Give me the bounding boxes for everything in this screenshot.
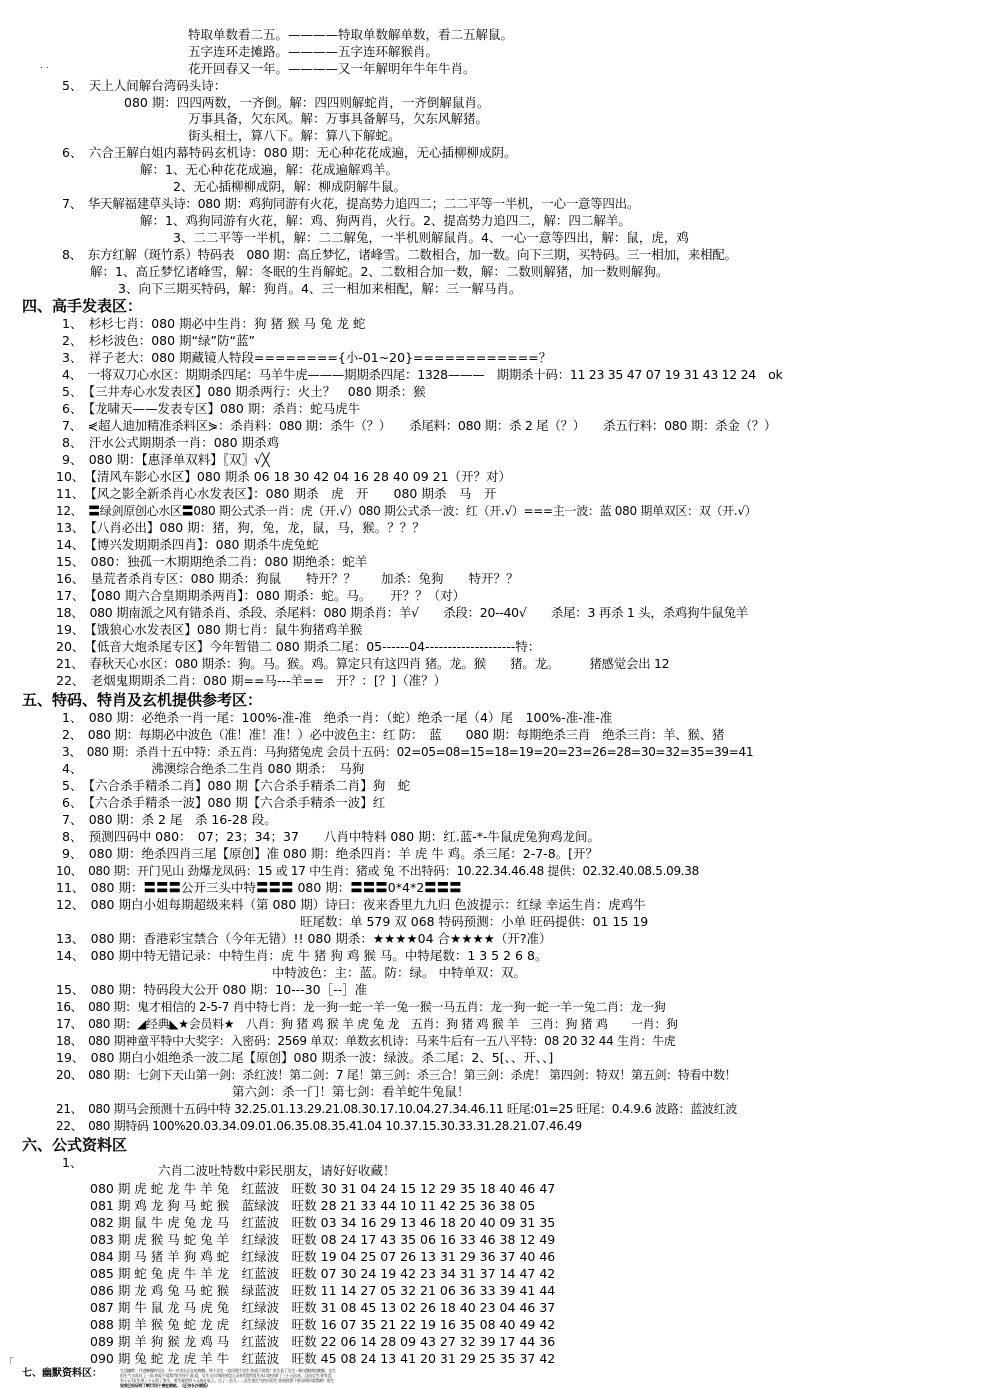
top-item: 街头相士，算八下。解：算八下解蛇。 — [188, 128, 401, 143]
formula-row: 081 期 鸡 龙 狗 马 蛇 猴 蓝绿波 旺数 28 21 33 44 10 11 42 25 36 38 05 — [90, 1198, 536, 1213]
formula-row: 087 期 牛 鼠 龙 马 虎 兔 红绿波 旺数 31 08 45 13 02 26 18 40 23 04 46 37 — [90, 1300, 556, 1315]
formula-row: 086 期 龙 鸡 兔 马 蛇 猴 绿蓝波 旺数 11 14 27 05 32 21 06 36 33 39 41 44 — [90, 1283, 556, 1298]
list-item: 4、 沸澳综合绝杀二生肖 080 期杀： 马狗 — [62, 761, 365, 776]
scan-dots: . . — [40, 61, 49, 71]
top-item: 2、无心插柳柳成阴，解：柳成阴解牛鼠。 — [173, 179, 406, 194]
list-item: 16、 垦荒者杀肖专区：080 期杀：狗鼠 特开？？ 加杀：兔狗 特开？？ — [56, 571, 519, 586]
list-item: 1、 080 期：必绝杀一肖一尾：100%-准-准 绝杀一肖：（蛇）绝杀一尾（4）尾 100%-准-准-准 — [62, 710, 613, 725]
list-item: 6、 【六合杀手精杀一波】080 期【六合杀手精杀一波】红 — [62, 795, 386, 810]
formula-intro: 六肖二波吐特数中彩民朋友，请好好收藏！ — [158, 1163, 396, 1178]
list-item: 12、 080 期白小姐每期超级来料（第 080 期）诗曰：夜来香里九九归 色波提示：红绿 幸运生肖：虎鸡牛 — [56, 897, 646, 912]
list-item: 19、 【饿狼心水发表区】080 期七肖：鼠牛狗猪鸡羊猴 — [56, 622, 363, 637]
formula-row: 085 期 蛇 兔 虎 牛 羊 龙 红蓝波 旺数 07 30 24 19 42 23 34 31 37 14 47 42 — [90, 1266, 556, 1281]
list-item: 14、 080 期中特无错记录：中特生肖：虎 牛 猪 狗 鸡 猴 马。中特尾数：1 3 5 2 6 8。 — [56, 948, 548, 963]
section-heading: 四、高手发表区： — [22, 297, 143, 315]
formula-row: 082 期 鼠 牛 虎 兔 龙 马 红蓝波 旺数 03 34 16 29 13 46 18 20 40 09 31 35 — [90, 1215, 556, 1230]
list-item: 7、 080 期：杀 2 尾 杀 16-28 段。 — [62, 812, 277, 827]
humor-line: 很生气又再问了一次:你爱不爱我?男生终于说:爱。女生又问:那你要怎么证明?忽然男生从口袋里拿了三十元出来，且问女生:你有没 — [120, 1373, 332, 1378]
list-item: 14、 【博兴发期期杀四肖】：080 期杀牛虎兔蛇 — [56, 537, 319, 552]
list-item: 18、 080 期南派之风有错杀肖、杀段、杀尾料：080 期杀肖：羊√ 杀段：20--40√ 杀尾：3 再杀 1 头，杀鸡狗牛鼠兔羊 — [56, 605, 749, 620]
list-item: 17、 080 期：◢经典◣★会员料★ 八肖：狗 猪 鸡 猴 羊 虎 兔 龙 五肖：狗 猪 鸡 猴 羊 三肖：狗 猪 鸡 一肖：狗 — [56, 1017, 678, 1031]
top-item: 080 期：四四两数，一齐倒。解：四四则解蛇肖，一齐倒解鼠肖。 — [124, 95, 490, 110]
left-mark: 「 — [4, 1358, 14, 1369]
list-item: 13、 【八肖必出】080 期：猪，狗，兔，龙，鼠，马，猴。？？？ — [56, 520, 425, 535]
list-item: 2、 080 期：每期必中波色（准！准！准！）必中波色主：红 防： 蓝 080 期：每期绝杀三肖 绝杀三肖：羊、猴、猪 — [62, 727, 725, 742]
top-item: 5、 天上人间解台湾码头诗： — [62, 78, 227, 93]
top-line: 特取单数看二五。————特取单数解单数，看二五解鼠。 — [188, 27, 514, 42]
list-item: 11、 080 期：〓〓〓公开三头中特〓〓〓 080 期：〓〓〓0*4*2〓〓〓 — [56, 880, 462, 895]
list-item: 第六剑：杀一门！第七剑：看羊蛇牛兔鼠！ — [232, 1084, 470, 1099]
list-item: 16、 080 期：鬼才相信的 2-5-7 肖中特七肖：龙一狗一蛇一羊一兔一猴一马五肖：龙一狗一蛇一羊一兔二肖：龙一狗 — [56, 1000, 666, 1014]
humor-line: 生活幽默：共进晚餐的男女 有一对男女正在吃晚餐。那个女生一直问那个男生:你爱不爱我？男生看了女生一眼又继续吃晚餐。女生 — [120, 1368, 336, 1373]
formula-index: 1、 — [62, 1155, 83, 1170]
formula-row: 088 期 羊 猴 兔 蛇 龙 虎 红绿波 旺数 16 07 35 21 22 19 16 35 08 40 49 42 — [90, 1317, 556, 1332]
list-item: 6、 【龙啸天——发表专区】080 期：杀肖：蛇马虎牛 — [62, 401, 361, 416]
list-item: 11、 【风之影全新杀肖心水发表区】：080 期杀 虎 开 080 期杀 马 开 — [56, 486, 497, 501]
list-item: 8、 汗水公式期期杀一肖：080 期杀鸡 — [62, 435, 280, 450]
top-line: 五字连环走摊路。————五字连环解猴肖。 — [188, 44, 439, 59]
list-item: 21、 春秋天心水区：080 期杀：狗。马。猴。鸡。算定只有这四肖 猪。龙。猴 猪。龙。 猪感觉会出 12 — [56, 656, 670, 671]
list-item: 9、 080 期：绝杀四肖三尾【原创】准 080 期：绝杀四肖：羊 虎 牛 鸡。杀三尾：2-7-8。[开？ — [62, 846, 599, 861]
formula-row: 083 期 虎 猴 马 蛇 兔 羊 红绿波 旺数 08 24 17 43 35 06 16 33 46 38 12 49 — [90, 1232, 556, 1247]
list-item: 5、 【三井寿心水发表区】080 期杀两行：火土？ 080 期杀：猴 — [62, 384, 426, 399]
top-item: 解：1、无心种花花成遍，解：花成遍解鸡羊。 — [140, 162, 398, 177]
list-item: 19、 080 期白小姐绝杀一波二尾【原创】080 期杀一波：绿波。杀二尾：2、5[、、开、、] — [56, 1050, 554, 1065]
formula-row: 080 期 虎 蛇 龙 牛 羊 兔 红蓝波 旺数 30 31 04 24 15 12 29 35 18 40 46 47 — [90, 1181, 556, 1196]
list-item: 13、 080 期：香港彩宝禁合（今年无错）!! 080 期杀：★★★★04 合★★★★（开?准） — [56, 931, 552, 946]
top-line: 花开回春又一年。————又一年解明年牛年牛肖。 — [188, 61, 476, 76]
list-item: 22、 老烟鬼期期杀二肖：080 期==马---羊== 开？：[？]（准？） — [56, 673, 447, 688]
list-item: 10、 【清风车影心水区】080 期杀 06 18 30 42 04 16 28 40 09 21（开？对） — [56, 469, 512, 484]
list-item: 中特波色：主：蓝。防：绿。 中特单双：双。 — [272, 965, 526, 980]
list-item: 10、 080 期：开门见山 劲爆龙凤码：15 或 17 中生肖：猪或 兔 不出特码：10.22.34.46.48 提供：02.32.40.08.5.09.38 — [56, 864, 699, 878]
top-item: 万事具备，欠东风。解：万事具备解马，欠东风解猪。 — [188, 111, 489, 126]
top-item: 解：1、鸡狗同游有火花，解：鸡、狗两肖，火行。2、提高势力追四二，解：四二解羊。 — [140, 213, 631, 228]
top-item: 3、二二平等一半机，解：二二解兔，一半机则解鼠肖。4、一心一意等四出，解：鼠，虎，鸡 — [173, 230, 689, 245]
list-item: 3、 080 期：杀肖十五中特：杀五肖：马狗猪兔虎 会员十五码：02=05=08=15=18=19=20=23=26=28=30=32=35=39=41 — [62, 745, 754, 759]
formula-row: 090 期 兔 蛇 龙 虎 羊 牛 红蓝波 旺数 45 08 24 13 41 20 31 29 25 35 37 42 — [90, 1351, 556, 1366]
list-item: 17、 【080 期六合皇期期杀两肖】：080 期杀：蛇。马。 开？？（对） — [56, 588, 466, 603]
top-item: 3、向下三期买特码，解：狗肖。4、三一相加来相配，解：三一解马肖。 — [118, 281, 522, 296]
list-item: 15、 080 期：特码段大公开 080 期：10---30［--］准 — [56, 982, 368, 997]
list-item: 20、 080 期：七剑下天山第一剑：杀红波！第二剑：7 尾！第三剑：杀三合！第三剑：杀虎！ 第四剑：特双！第五剑：特看中数！ — [56, 1068, 737, 1082]
list-item: 9、 080 期：【惠泽单双料】〖双〗√╳ — [62, 452, 270, 467]
list-item: 20、 【低音大炮杀尾专区】今年暂错二 080 期杀二尾：05------04--------------------特： — [56, 639, 541, 654]
top-item: 8、 东方红解（斑竹系）特码表 080 期：高丘梦忆，诸峰雪。二数相合，加一数。向下三期，买特码。三一相加，来相配。 — [62, 247, 737, 262]
formula-row: 084 期 马 猪 羊 狗 鸡 蛇 红绿波 旺数 19 04 25 07 26 13 31 29 36 37 40 46 — [90, 1249, 556, 1264]
list-item: 22、 080 期特码 100%20.03.34.09.01.06.35.08.35.41.04 10.37.15.30.33.31.28.21.07.46.49 — [56, 1119, 582, 1133]
list-item: 4、 一将双刀心水区：期期杀四尾：马羊牛虎———期期杀四尾：1328——— 期期杀十码：11 23 35 47 07 19 31 43 12 24 ok — [62, 367, 783, 382]
top-item: 6、 六合王解白姐内幕特码玄机诗：080 期：无心种花花成遍，无心插柳柳成阴。 — [62, 145, 517, 160]
section-heading: 七、幽默资料区： — [22, 1368, 102, 1379]
top-item: 解：1、高丘梦忆诸峰雪，解：冬眠的生肖解蛇。2、二数相合加一数，解：二数则解猪，加一数则解狗。 — [90, 264, 669, 279]
section-heading: 五、特码、特肖及玄机提供参考区： — [22, 691, 263, 709]
humor-line: 有十元?女生拿了十元给了男生。男生就把四十元放在桌上。过了一会儿……女生很生气的问男生:你到底要不要证明你爱我啊？男生 — [120, 1378, 334, 1383]
list-item: 1、 杉杉七肖：080 期必中生肖：狗 猪 猴 马 兔 龙 蛇 — [62, 316, 366, 331]
list-item: 8、 预测四码中 080： 07；23；34；37 八肖中特料 080 期：红.蓝-*-牛鼠虎兔狗鸡龙间。 — [62, 829, 600, 844]
list-item: 旺尾数：单 579 双 068 特码预测：小单 旺码提供：01 15 19 — [300, 914, 649, 929]
humor-line: 说我已经证明了啊!!!四十摆在眼前。《正宗长沙原版》 — [120, 1383, 210, 1388]
list-item: 18、 080 期神童平特中大奖字：入密码：2569 单双：单数玄机诗：马来牛后有一五八平特：08 20 32 44 生肖：牛虎 — [56, 1034, 676, 1048]
list-item: 2、 杉杉波色：080 期“绿”防“蓝” — [62, 333, 255, 348]
list-item: 15、 080：独孤一木期期绝杀二肖：080 期绝杀：蛇羊 — [56, 554, 368, 569]
list-item: 21、 080 期马会预测十五码中特 32.25.01.13.29.21.08.30.17.10.04.27.34.46.11 旺尾:01=25 旺尾：0.4.9.6 波路：蓝波红波 — [56, 1102, 738, 1116]
formula-row: 089 期 羊 狗 猴 龙 鸡 马 红蓝波 旺数 22 06 14 28 09 43 27 32 39 17 44 36 — [90, 1334, 556, 1349]
list-item: 12、 〓绿剑原创心水区〓080 期公式杀一肖：虎（开.√）080 期公式杀一波：红（开.√）===主一波：蓝 080 期单双区：双（开.√） — [56, 504, 757, 518]
list-item: 5、 【六合杀手精杀二肖】080 期【六合杀手精杀二肖】狗 蛇 — [62, 778, 411, 793]
top-item: 7、 华天解福建草头诗：080 期：鸡狗同游有火花，提高势力追四二；二二平等一半机，一心一意等四出。 — [62, 196, 640, 211]
section-heading: 六、公式资料区 — [22, 1136, 128, 1154]
list-item: 7、 ⋞超人迪加精准杀料区⋟：杀肖料：080 期：杀牛（？） 杀尾料：080 期：杀 2 尾（？） 杀五行料：080 期：杀金（？） — [62, 418, 777, 433]
list-item: 3、 祥子老大：080 期藏镜人特段========{小-01~20}============？ — [62, 350, 552, 365]
